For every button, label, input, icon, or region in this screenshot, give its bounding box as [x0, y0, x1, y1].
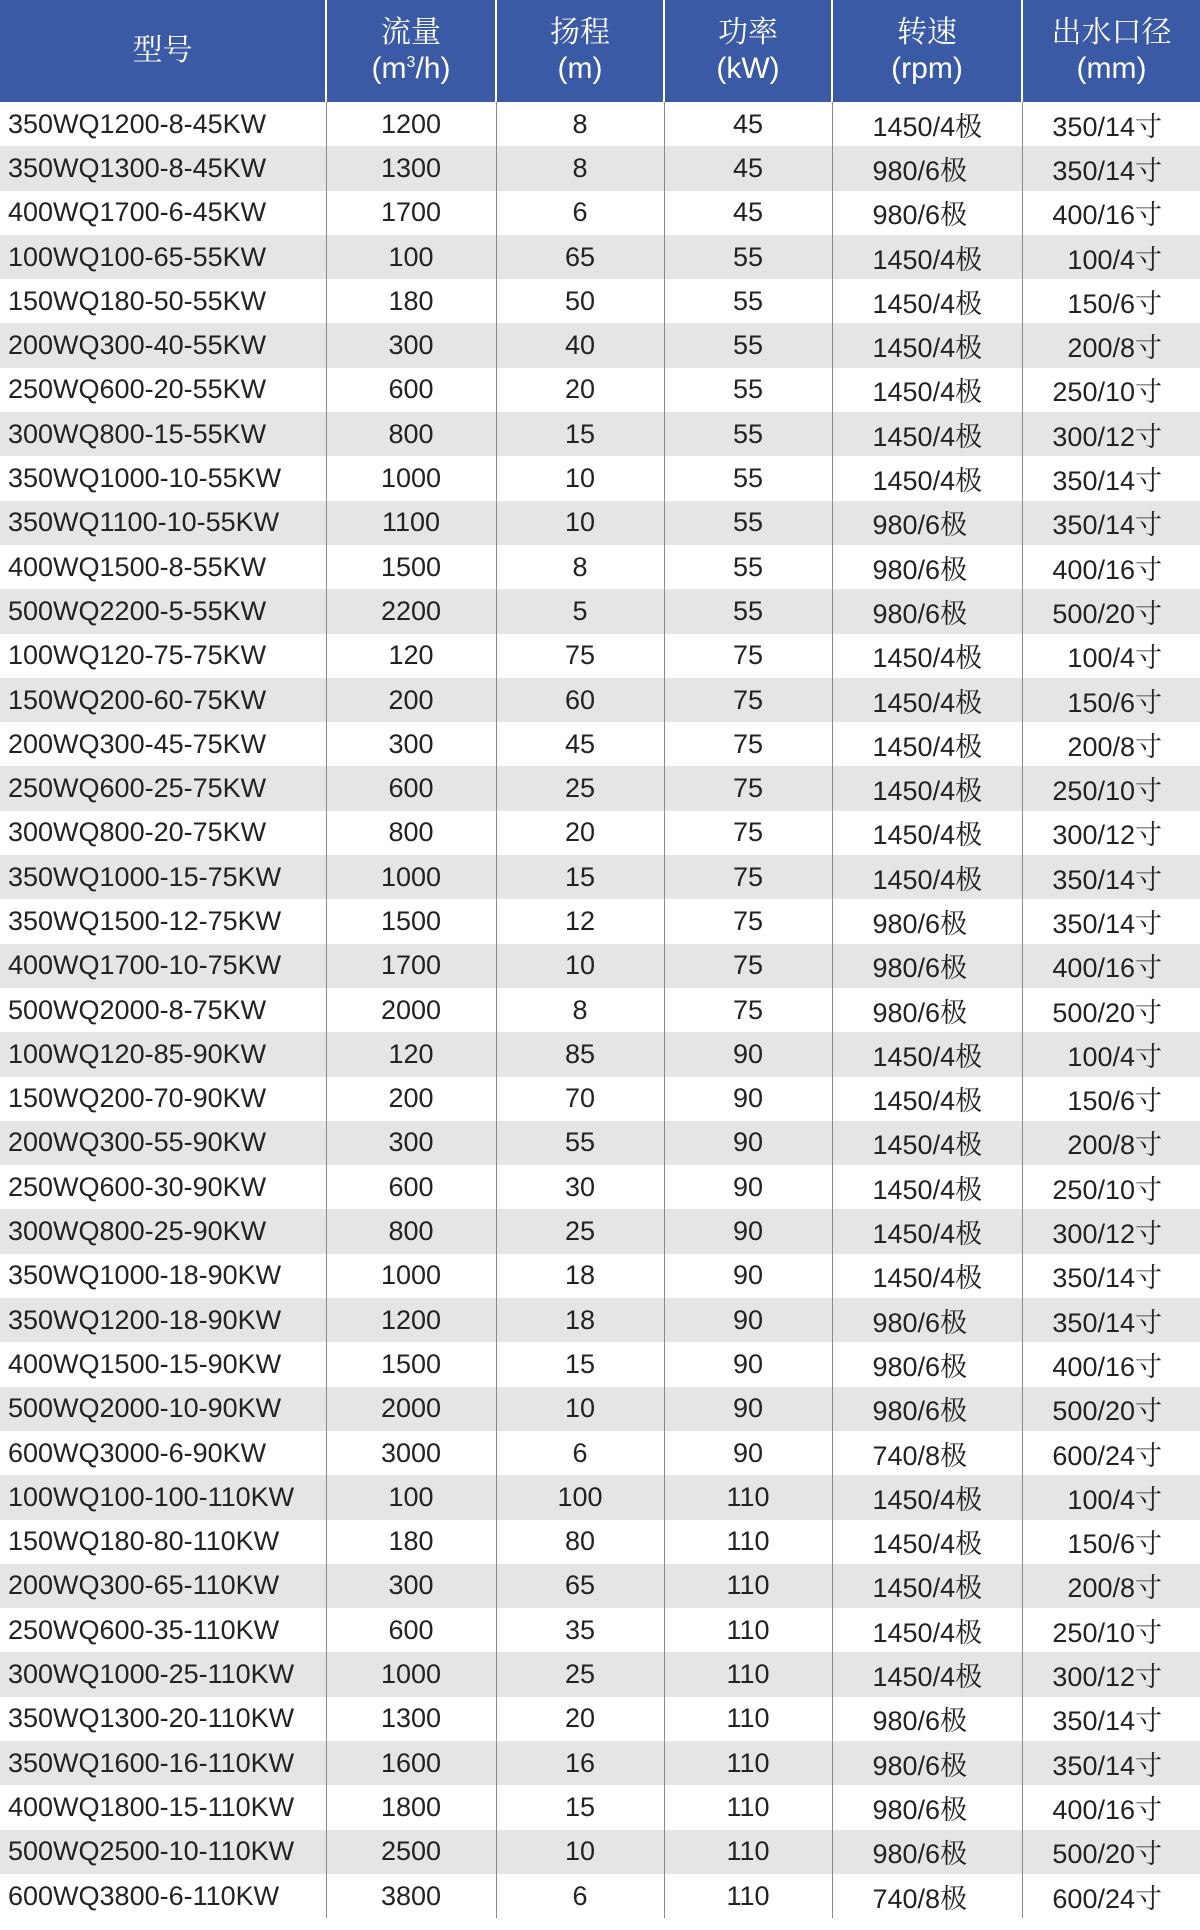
flow-cell: 1700 [326, 191, 496, 235]
head-cell: 16 [496, 1741, 664, 1785]
model-cell: 350WQ1300-20-110KW [0, 1697, 326, 1741]
speed-cell: 1450/4极 [832, 722, 1022, 766]
head-cell: 8 [496, 102, 664, 146]
head-cell: 25 [496, 766, 664, 810]
speed-cell: 1450/4极 [832, 1608, 1022, 1652]
table-row [0, 811, 1200, 855]
power-cell: 45 [664, 191, 832, 235]
power-cell: 90 [664, 1165, 832, 1209]
flow-cell: 800 [326, 1209, 496, 1253]
outlet-cell: 400/16寸 [1052, 200, 1162, 231]
speed-cell: 980/6极 [832, 988, 1022, 1032]
power-cell: 55 [664, 279, 832, 323]
power-cell: 45 [664, 146, 832, 190]
power-cell: 110 [664, 1564, 832, 1608]
head-cell: 15 [496, 1785, 664, 1829]
head-cell: 65 [496, 235, 664, 279]
model-cell: 300WQ800-20-75KW [0, 811, 326, 855]
flow-cell: 1800 [326, 1785, 496, 1829]
power-cell: 75 [664, 944, 832, 988]
outlet-cell: 350/14寸 [1052, 111, 1162, 142]
power-cell: 90 [664, 1342, 832, 1386]
model-cell: 250WQ600-30-90KW [0, 1165, 326, 1209]
flow-cell: 2500 [326, 1830, 496, 1874]
outlet-cell: 600/24寸 [1052, 1883, 1162, 1914]
head-cell: 5 [496, 589, 664, 633]
speed-cell: 980/6极 [832, 944, 1022, 988]
model-cell: 500WQ2000-8-75KW [0, 988, 326, 1032]
head-cell: 75 [496, 634, 664, 678]
head-cell: 25 [496, 1652, 664, 1696]
power-cell: 110 [664, 1741, 832, 1785]
speed-cell: 1450/4极 [832, 1520, 1022, 1564]
outlet-cell: 150/6寸 [1067, 288, 1162, 319]
table-row [0, 1342, 1200, 1386]
head-cell: 40 [496, 323, 664, 367]
model-cell: 500WQ2200-5-55KW [0, 589, 326, 633]
head-cell: 20 [496, 368, 664, 412]
speed-cell: 1450/4极 [832, 811, 1022, 855]
flow-cell: 1100 [326, 501, 496, 545]
speed-cell: 1450/4极 [832, 1077, 1022, 1121]
outlet-cell: 300/12寸 [1022, 412, 1200, 456]
flow-cell: 180 [326, 1520, 496, 1564]
table-row [0, 102, 1200, 146]
outlet-cell: 100/4寸 [1067, 643, 1162, 674]
table-row [0, 589, 1200, 633]
flow-cell: 200 [326, 678, 496, 722]
head-cell: 10 [496, 1387, 664, 1431]
model-cell: 200WQ300-45-75KW [0, 722, 326, 766]
model-cell: 350WQ1100-10-55KW [0, 501, 326, 545]
model-cell: 400WQ1500-8-55KW [0, 545, 326, 589]
speed-cell: 1450/4极 [832, 1254, 1022, 1298]
model-cell: 500WQ2500-10-110KW [0, 1830, 326, 1874]
power-cell: 75 [664, 988, 832, 1032]
speed-cell: 1450/4极 [832, 855, 1022, 899]
outlet-cell: 500/20寸 [1022, 589, 1200, 633]
head-cell: 100 [496, 1475, 664, 1519]
flow-cell: 800 [326, 412, 496, 456]
outlet-cell: 100/4寸 [1022, 1475, 1200, 1519]
model-cell: 400WQ1800-15-110KW [0, 1785, 326, 1829]
flow-cell: 300 [326, 722, 496, 766]
head-cell: 80 [496, 1520, 664, 1564]
outlet-cell: 350/14寸 [1052, 1263, 1162, 1294]
table-row [0, 501, 1200, 545]
table-row [0, 1298, 1200, 1342]
power-cell: 90 [664, 1431, 832, 1475]
head-cell: 12 [496, 899, 664, 943]
table-row [0, 279, 1200, 323]
flow-cell: 1200 [326, 102, 496, 146]
outlet-cell: 350/14寸 [1022, 855, 1200, 899]
power-cell: 55 [664, 235, 832, 279]
head-cell: 55 [496, 1121, 664, 1165]
table-row [0, 1830, 1200, 1874]
outlet-cell: 350/14寸 [1022, 1741, 1200, 1785]
table-row [0, 1475, 1200, 1519]
header-head: 扬程 (m) [496, 0, 664, 102]
table-row [0, 1431, 1200, 1475]
power-cell: 75 [664, 855, 832, 899]
flow-cell: 100 [326, 1475, 496, 1519]
table-row [0, 1387, 1200, 1431]
table-header [0, 0, 1200, 102]
power-cell: 55 [664, 412, 832, 456]
speed-cell: 1450/4极 [832, 235, 1022, 279]
head-cell: 70 [496, 1077, 664, 1121]
table-row [0, 1564, 1200, 1608]
flow-cell: 1000 [326, 1254, 496, 1298]
table-row [0, 456, 1200, 500]
outlet-cell: 100/4寸 [1022, 235, 1200, 279]
head-cell: 10 [496, 501, 664, 545]
power-cell: 110 [664, 1785, 832, 1829]
table-row [0, 1121, 1200, 1165]
flow-cell: 1000 [326, 855, 496, 899]
header-outlet: 出水口径 (mm) [1022, 0, 1200, 102]
head-cell: 10 [496, 944, 664, 988]
power-cell: 45 [664, 102, 832, 146]
power-cell: 110 [664, 1608, 832, 1652]
model-cell: 100WQ100-100-110KW [0, 1475, 326, 1519]
speed-cell: 980/6极 [832, 1785, 1022, 1829]
flow-cell: 1300 [326, 1697, 496, 1741]
head-cell: 20 [496, 811, 664, 855]
outlet-cell: 350/14寸 [1022, 1298, 1200, 1342]
table-row [0, 1608, 1200, 1652]
head-cell: 18 [496, 1298, 664, 1342]
speed-cell: 980/6极 [832, 589, 1022, 633]
outlet-cell: 250/10寸 [1052, 377, 1162, 408]
outlet-cell: 350/14寸 [1022, 501, 1200, 545]
flow-cell: 300 [326, 1121, 496, 1165]
head-cell: 85 [496, 1032, 664, 1076]
speed-cell: 1450/4极 [832, 1121, 1022, 1165]
head-cell: 8 [496, 988, 664, 1032]
table-row [0, 1785, 1200, 1829]
speed-cell: 1450/4极 [832, 1032, 1022, 1076]
outlet-cell: 200/8寸 [1067, 731, 1162, 762]
speed-cell: 980/6极 [832, 1697, 1022, 1741]
flow-cell: 1500 [326, 545, 496, 589]
outlet-cell: 350/14寸 [1022, 146, 1200, 190]
flow-cell: 600 [326, 1165, 496, 1209]
speed-cell: 980/6极 [832, 545, 1022, 589]
table-row [0, 191, 1200, 235]
head-cell: 6 [496, 1874, 664, 1918]
flow-cell: 600 [326, 766, 496, 810]
power-cell: 90 [664, 1254, 832, 1298]
model-cell: 600WQ3000-6-90KW [0, 1431, 326, 1475]
head-cell: 30 [496, 1165, 664, 1209]
head-cell: 8 [496, 545, 664, 589]
flow-cell: 100 [326, 235, 496, 279]
table-row [0, 1652, 1200, 1696]
speed-cell: 1450/4极 [832, 102, 1022, 146]
outlet-cell: 300/12寸 [1052, 820, 1162, 851]
table-row [0, 634, 1200, 678]
model-cell: 350WQ1000-10-55KW [0, 456, 326, 500]
power-cell: 110 [664, 1475, 832, 1519]
speed-cell: 980/6极 [832, 1298, 1022, 1342]
model-cell: 350WQ1300-8-45KW [0, 146, 326, 190]
head-cell: 6 [496, 1431, 664, 1475]
model-cell: 350WQ1600-16-110KW [0, 1741, 326, 1785]
head-cell: 50 [496, 279, 664, 323]
table-row [0, 1741, 1200, 1785]
table-row [0, 235, 1200, 279]
model-cell: 300WQ1000-25-110KW [0, 1652, 326, 1696]
model-cell: 400WQ1700-6-45KW [0, 191, 326, 235]
head-cell: 20 [496, 1697, 664, 1741]
power-cell: 110 [664, 1830, 832, 1874]
table-row [0, 412, 1200, 456]
flow-cell: 1500 [326, 899, 496, 943]
power-cell: 75 [664, 766, 832, 810]
speed-cell: 980/6极 [832, 501, 1022, 545]
table-row [0, 1209, 1200, 1253]
table-row [0, 722, 1200, 766]
outlet-cell: 400/16寸 [1052, 1794, 1162, 1825]
flow-cell: 800 [326, 811, 496, 855]
power-cell: 55 [664, 323, 832, 367]
outlet-cell: 250/10寸 [1022, 766, 1200, 810]
flow-cell: 180 [326, 279, 496, 323]
flow-cell: 1200 [326, 1298, 496, 1342]
head-cell: 15 [496, 855, 664, 899]
head-cell: 10 [496, 456, 664, 500]
table-row [0, 368, 1200, 412]
speed-cell: 1450/4极 [832, 279, 1022, 323]
power-cell: 90 [664, 1298, 832, 1342]
table-row [0, 855, 1200, 899]
outlet-cell: 400/16寸 [1052, 1351, 1162, 1382]
model-cell: 350WQ1500-12-75KW [0, 899, 326, 943]
table-row [0, 1874, 1200, 1918]
model-cell: 150WQ180-50-55KW [0, 279, 326, 323]
speed-cell: 1450/4极 [832, 678, 1022, 722]
model-cell: 350WQ1000-15-75KW [0, 855, 326, 899]
head-cell: 8 [496, 146, 664, 190]
power-cell: 75 [664, 634, 832, 678]
speed-cell: 1450/4极 [832, 323, 1022, 367]
speed-cell: 980/6极 [832, 146, 1022, 190]
flow-cell: 1700 [326, 944, 496, 988]
power-cell: 110 [664, 1520, 832, 1564]
speed-cell: 980/6极 [832, 1387, 1022, 1431]
power-cell: 75 [664, 899, 832, 943]
header-flow-unit: $(m^3/h)$ [371, 52, 451, 85]
flow-cell: 1300 [326, 146, 496, 190]
model-cell: 150WQ200-70-90KW [0, 1077, 326, 1121]
outlet-cell: 600/24寸 [1052, 1440, 1162, 1471]
flow-cell: 300 [326, 323, 496, 367]
flow-cell: 120 [326, 1032, 496, 1076]
header-power: 功率 (kW) [664, 0, 832, 102]
table-row [0, 1165, 1200, 1209]
model-cell: 400WQ1700-10-75KW [0, 944, 326, 988]
flow-cell: 2000 [326, 1387, 496, 1431]
flow-cell: 600 [326, 368, 496, 412]
speed-cell: 1450/4极 [832, 1165, 1022, 1209]
flow-cell: 1500 [326, 1342, 496, 1386]
model-cell: 250WQ600-25-75KW [0, 766, 326, 810]
outlet-cell: 150/6寸 [1022, 678, 1200, 722]
outlet-cell: 150/6寸 [1067, 1529, 1162, 1560]
power-cell: 90 [664, 1387, 832, 1431]
table-row [0, 545, 1200, 589]
model-cell: 250WQ600-20-55KW [0, 368, 326, 412]
head-cell: 25 [496, 1209, 664, 1253]
header-speed: 转速 (rpm) [832, 0, 1022, 102]
model-cell: 300WQ800-15-55KW [0, 412, 326, 456]
head-cell: 6 [496, 191, 664, 235]
flow-cell: 600 [326, 1608, 496, 1652]
speed-cell: 1450/4极 [832, 1209, 1022, 1253]
table-row [0, 1077, 1200, 1121]
table-row [0, 1520, 1200, 1564]
header-model: 型号 [0, 0, 326, 102]
speed-cell: 980/6极 [832, 1342, 1022, 1386]
head-cell: 18 [496, 1254, 664, 1298]
outlet-cell: 500/20寸 [1022, 1387, 1200, 1431]
speed-cell: 740/8极 [832, 1874, 1022, 1918]
model-cell: 400WQ1500-15-90KW [0, 1342, 326, 1386]
model-cell: 300WQ800-25-90KW [0, 1209, 326, 1253]
model-cell: 500WQ2000-10-90KW [0, 1387, 326, 1431]
head-cell: 60 [496, 678, 664, 722]
power-cell: 90 [664, 1121, 832, 1165]
speed-cell: 980/6极 [832, 1741, 1022, 1785]
table-row [0, 766, 1200, 810]
speed-cell: 1450/4极 [832, 1564, 1022, 1608]
power-cell: 90 [664, 1209, 832, 1253]
power-cell: 55 [664, 368, 832, 412]
speed-cell: 1450/4极 [832, 1475, 1022, 1519]
model-cell: 350WQ1200-8-45KW [0, 102, 326, 146]
power-cell: 110 [664, 1874, 832, 1918]
model-cell: 200WQ300-65-110KW [0, 1564, 326, 1608]
outlet-cell: 500/20寸 [1052, 997, 1162, 1028]
power-cell: 55 [664, 545, 832, 589]
table-row [0, 678, 1200, 722]
model-cell: 250WQ600-35-110KW [0, 1608, 326, 1652]
table-body [0, 102, 1200, 1918]
outlet-cell: 200/8寸 [1022, 1121, 1200, 1165]
head-cell: 15 [496, 412, 664, 456]
flow-cell: 2000 [326, 988, 496, 1032]
table-row [0, 988, 1200, 1032]
table-row [0, 146, 1200, 190]
table-row [0, 1032, 1200, 1076]
power-cell: 110 [664, 1697, 832, 1741]
table-row [0, 944, 1200, 988]
flow-cell: 2200 [326, 589, 496, 633]
speed-cell: 1450/4极 [832, 456, 1022, 500]
flow-cell: 300 [326, 1564, 496, 1608]
head-cell: 10 [496, 1830, 664, 1874]
flow-cell: 3000 [326, 1431, 496, 1475]
table-row [0, 1697, 1200, 1741]
outlet-cell: 300/12寸 [1022, 1209, 1200, 1253]
power-cell: 110 [664, 1652, 832, 1696]
head-cell: 45 [496, 722, 664, 766]
outlet-cell: 350/14寸 [1052, 466, 1162, 497]
model-cell: 200WQ300-55-90KW [0, 1121, 326, 1165]
power-cell: 90 [664, 1077, 832, 1121]
power-cell: 55 [664, 589, 832, 633]
outlet-cell: 100/4寸 [1022, 1032, 1200, 1076]
outlet-cell: 400/16寸 [1052, 554, 1162, 585]
head-cell: 35 [496, 1608, 664, 1652]
model-cell: 600WQ3800-6-110KW [0, 1874, 326, 1918]
table-row [0, 899, 1200, 943]
header-flow: 流量 $(m^3/h)$ [326, 0, 496, 102]
outlet-cell: 250/10寸 [1052, 1617, 1162, 1648]
model-cell: 150WQ200-60-75KW [0, 678, 326, 722]
model-cell: 100WQ120-75-75KW [0, 634, 326, 678]
flow-cell: 1000 [326, 1652, 496, 1696]
model-cell: 200WQ300-40-55KW [0, 323, 326, 367]
outlet-cell: 150/6寸 [1067, 1086, 1162, 1117]
outlet-cell: 250/10寸 [1052, 1174, 1162, 1205]
speed-cell: 1450/4极 [832, 368, 1022, 412]
power-cell: 90 [664, 1032, 832, 1076]
flow-cell: 200 [326, 1077, 496, 1121]
model-cell: 150WQ180-80-110KW [0, 1520, 326, 1564]
head-cell: 15 [496, 1342, 664, 1386]
outlet-cell: 500/20寸 [1022, 1830, 1200, 1874]
speed-cell: 980/6极 [832, 1830, 1022, 1874]
model-cell: 100WQ120-85-90KW [0, 1032, 326, 1076]
power-cell: 55 [664, 456, 832, 500]
table-row [0, 1254, 1200, 1298]
speed-cell: 1450/4极 [832, 634, 1022, 678]
power-cell: 75 [664, 678, 832, 722]
outlet-cell: 200/8寸 [1022, 1564, 1200, 1608]
power-cell: 75 [664, 722, 832, 766]
outlet-cell: 350/14寸 [1052, 1706, 1162, 1737]
power-cell: 75 [664, 811, 832, 855]
outlet-cell: 300/12寸 [1022, 1652, 1200, 1696]
header-row [0, 0, 1200, 102]
speed-cell: 1450/4极 [832, 412, 1022, 456]
outlet-cell: 350/14寸 [1052, 908, 1162, 939]
flow-cell: 120 [326, 634, 496, 678]
power-cell: 55 [664, 501, 832, 545]
speed-cell: 740/8极 [832, 1431, 1022, 1475]
table-row [0, 323, 1200, 367]
speed-cell: 1450/4极 [832, 766, 1022, 810]
model-cell: 100WQ100-65-55KW [0, 235, 326, 279]
head-cell: 65 [496, 1564, 664, 1608]
model-cell: 350WQ1200-18-90KW [0, 1298, 326, 1342]
flow-cell: 1000 [326, 456, 496, 500]
speed-cell: 980/6极 [832, 899, 1022, 943]
speed-cell: 980/6极 [832, 191, 1022, 235]
flow-cell: 3800 [326, 1874, 496, 1918]
flow-cell: 1600 [326, 1741, 496, 1785]
outlet-cell: 400/16寸 [1022, 944, 1200, 988]
outlet-cell: 200/8寸 [1022, 323, 1200, 367]
speed-cell: 1450/4极 [832, 1652, 1022, 1696]
model-cell: 350WQ1000-18-90KW [0, 1254, 326, 1298]
